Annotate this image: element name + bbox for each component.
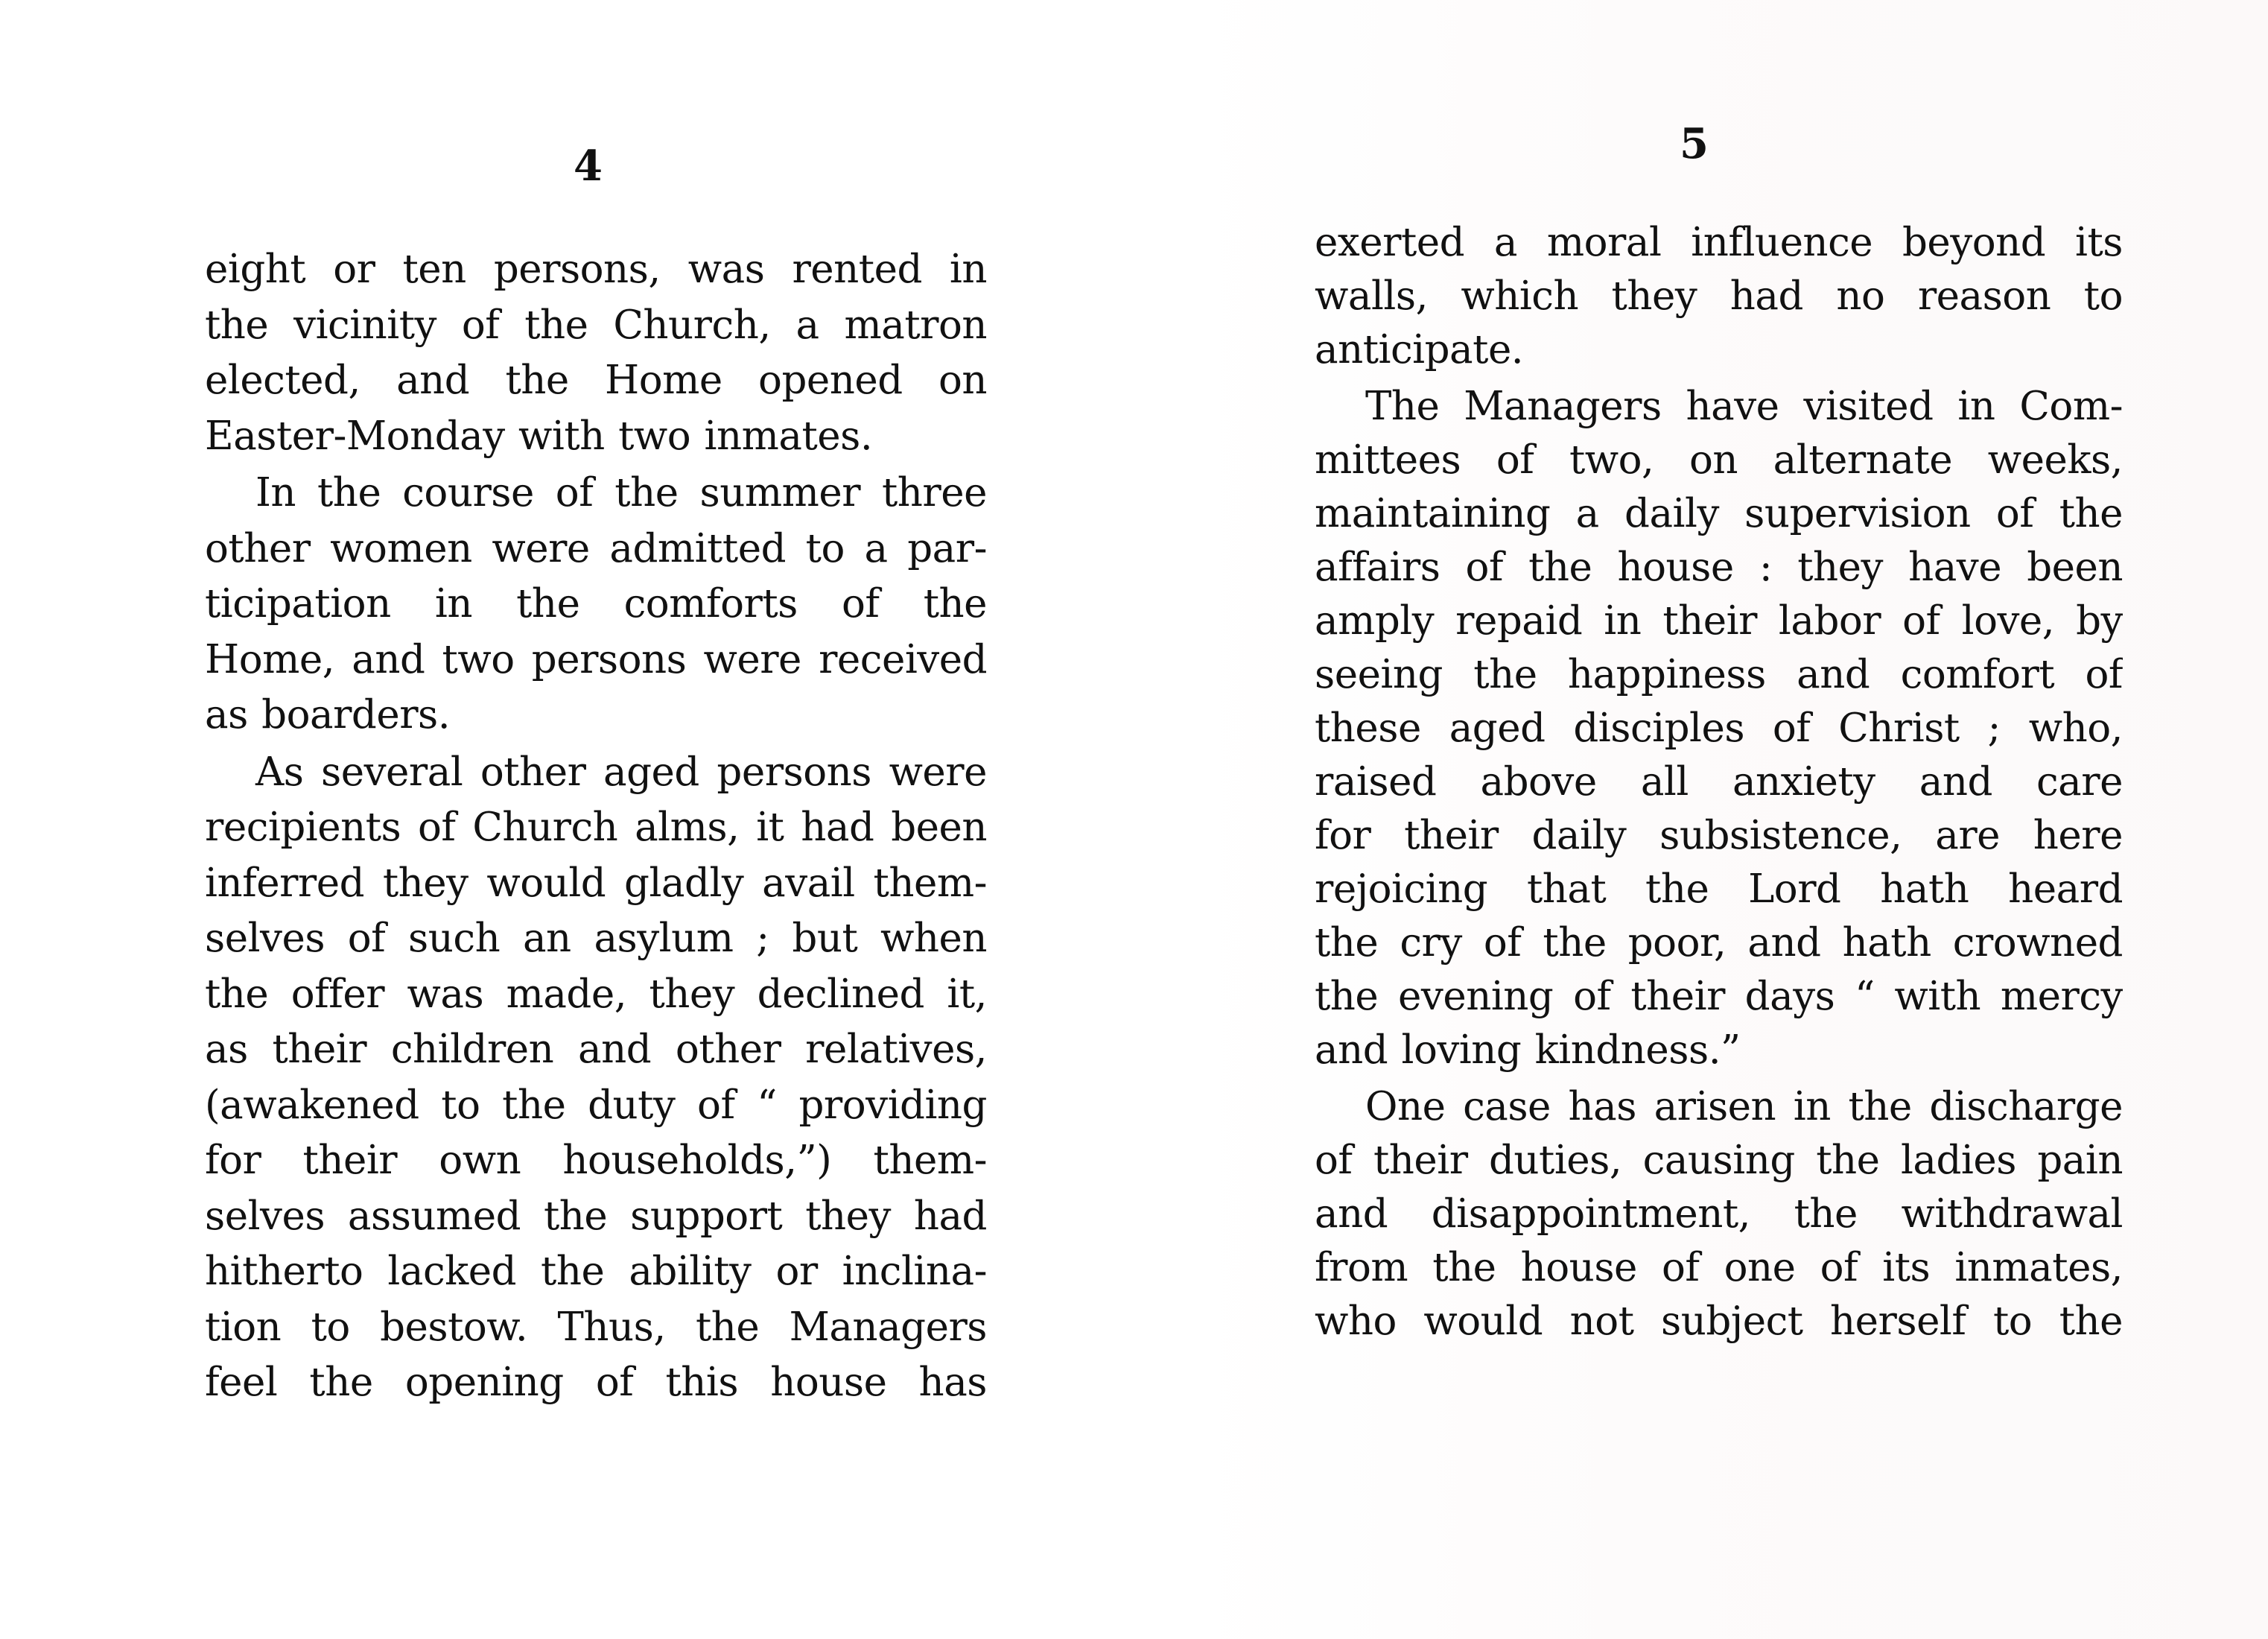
text-line: raised above all anxiety and care (1315, 759, 2123, 805)
text-line: for their daily subsistence, are here (1315, 813, 2123, 858)
text-line: recipients of Church alms, it had been (205, 805, 987, 850)
text-line: of their duties, causing the ladies pain (1315, 1138, 2123, 1183)
text-line: mittees of two, on alternate weeks, (1315, 437, 2123, 483)
text-line: anticipate. (1315, 327, 1524, 372)
text-line: exerted a moral influence beyond its (1315, 220, 2123, 265)
text-line: as boarders. (205, 692, 451, 738)
text-line: inferred they would gladly avail them- (205, 860, 987, 906)
text-line: affairs of the house : they have been (1315, 545, 2123, 590)
paragraph (1315, 380, 2123, 1077)
text-line: elected, and the Home opened on (205, 358, 987, 403)
text-line: other women were admitted to a par- (205, 525, 987, 571)
text-line: amply repaid in their labor of love, by (1315, 598, 2123, 644)
text-line: seeing the happiness and comfort of (1315, 652, 2123, 697)
text-line: walls, which they had no reason to (1315, 273, 2123, 319)
text-line: rejoicing that the Lord hath heard (1315, 866, 2123, 912)
text-line: In the course of the summer three (255, 470, 987, 516)
text-line: maintaining a daily supervision of the (1315, 491, 2123, 536)
text-line: who would not subject herself to the (1315, 1299, 2123, 1344)
text-line: as their children and other relatives, (205, 1027, 987, 1072)
paragraph (205, 466, 987, 744)
text-line: the vicinity of the Church, a matron (205, 302, 987, 348)
text-line: hitherto lacked the ability or inclina- (205, 1249, 987, 1294)
text-line: for their own households,”) them- (205, 1138, 987, 1183)
text-line: Home, and two persons were received (205, 636, 987, 682)
text-line: Easter-Monday with two inmates. (205, 413, 873, 459)
text-line: these aged disciples of Christ ; who, (1315, 706, 2123, 751)
text-column (1315, 216, 2123, 1348)
text-line: (awakened to the duty of “ providing (205, 1082, 987, 1128)
text-line: from the house of one of its inmates, (1315, 1245, 2123, 1290)
text-line: ticipation in the comforts of the (205, 581, 987, 627)
text-line: selves of such an asylum ; but when (205, 916, 987, 961)
text-line: the evening of their days “ with mercy (1315, 974, 2123, 1019)
page-number: 4 (574, 142, 603, 191)
text-line: tion to bestow. Thus, the Managers (205, 1304, 987, 1350)
paragraph (205, 745, 987, 1411)
paragraph (1315, 216, 2123, 377)
text-line: the cry of the poor, and hath crowned (1315, 920, 2123, 966)
right-page (1192, 0, 2268, 1639)
text-line: As several other aged persons were (255, 749, 987, 795)
text-line: and disappointment, the withdrawal (1315, 1191, 2123, 1237)
paragraph (1315, 1080, 2123, 1348)
text-line: feel the opening of this house has (205, 1360, 987, 1405)
text-line: eight or ten persons, was rented in (205, 247, 987, 292)
text-column (205, 242, 987, 1411)
text-line: and loving kindness.” (1315, 1027, 1741, 1073)
text-line: One case has arisen in the discharge (1365, 1084, 2123, 1129)
paragraph (205, 242, 987, 464)
text-line: The Managers have visited in Com- (1365, 384, 2123, 429)
page-number: 5 (1680, 119, 1709, 168)
left-page (0, 0, 1117, 1639)
text-line: selves assumed the support they had (205, 1193, 987, 1239)
text-line: the offer was made, they declined it, (205, 971, 987, 1017)
